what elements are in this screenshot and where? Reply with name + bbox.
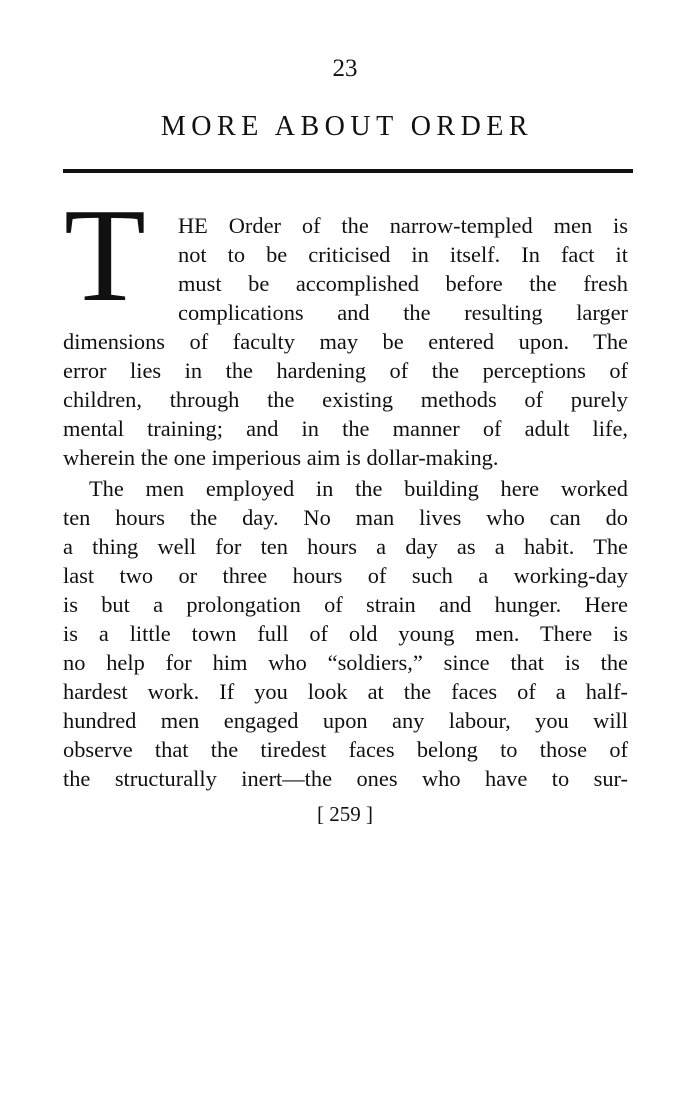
text-line: not to be criticised in itself. In fact it	[178, 242, 628, 267]
text-line: hundred men engaged upon any labour, you will	[63, 708, 628, 733]
text-line: hardest work. If you look at the faces of a half-	[63, 679, 628, 704]
text-line: no help for him who “soldiers,” since that is the	[63, 650, 628, 675]
text-line: wherein the one imperious aim is dollar-making.	[63, 445, 499, 470]
text-line: a thing well for ten hours a day as a habit. The	[63, 534, 628, 559]
text-line: children, through the existing methods of purely	[63, 387, 628, 412]
chapter-number: 23	[332, 55, 358, 82]
text-line: The men employed in the building here worked	[89, 476, 628, 501]
text-line: error lies in the hardening of the perceptions of	[63, 358, 628, 383]
page-number: [ 259 ]	[317, 802, 373, 826]
text-line: last two or three hours of such a working-day	[63, 563, 628, 588]
text-line: is but a prolongation of strain and hunger. Here	[63, 592, 628, 617]
text-line: must be accomplished before the fresh	[178, 271, 628, 296]
drop-cap: T	[64, 181, 146, 329]
text-line: ten hours the day. No man lives who can do	[63, 505, 628, 530]
text-line: dimensions of faculty may be entered upon. The	[63, 329, 628, 354]
text-line: HE Order of the narrow-templed men is	[178, 213, 628, 238]
text-line: complications and the resulting larger	[178, 300, 628, 325]
text-line: is a little town full of old young men. There is	[63, 621, 628, 646]
text-line: the structurally inert—the ones who have to sur-	[63, 766, 628, 791]
chapter-title: MORE ABOUT ORDER	[160, 111, 534, 142]
title-rule	[63, 169, 633, 173]
text-line: observe that the tiredest faces belong to those of	[63, 737, 628, 762]
text-line: mental training; and in the manner of adult life,	[63, 416, 628, 441]
